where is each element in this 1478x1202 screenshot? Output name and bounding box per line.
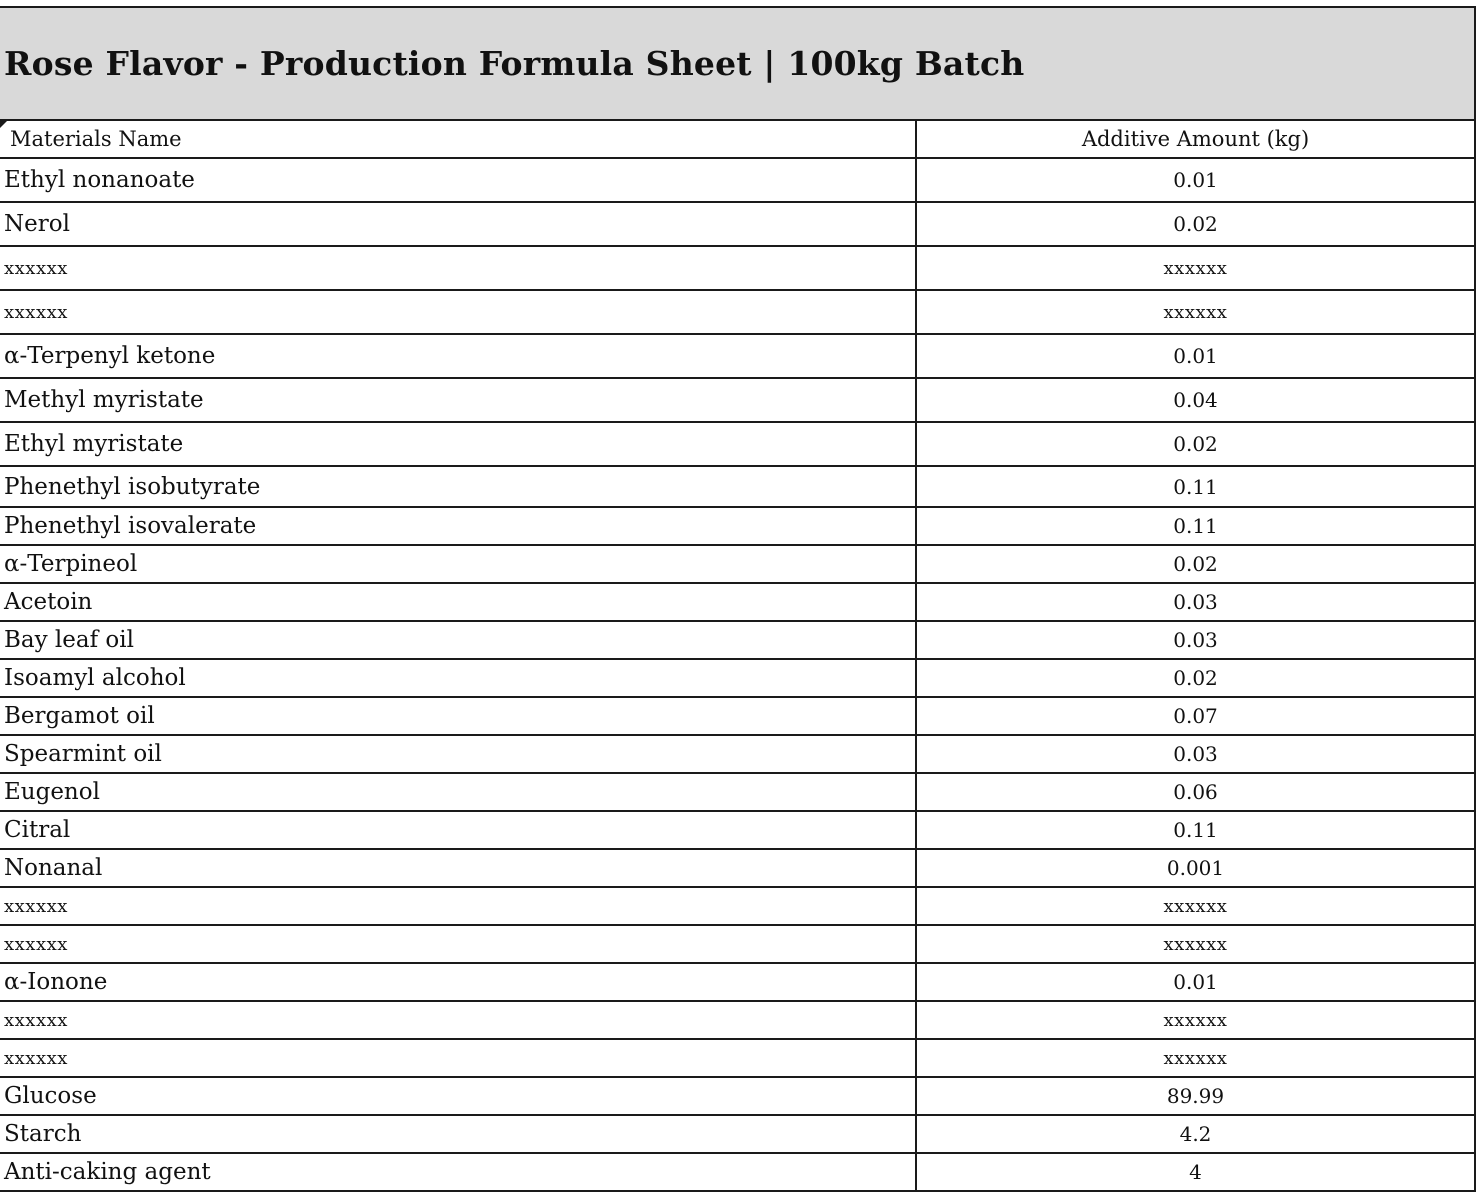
material-name-cell: Spearmint oil xyxy=(0,735,916,773)
table-row xyxy=(0,1001,1474,1039)
additive-amount-cell: 0.03 xyxy=(916,621,1474,659)
formula-sheet xyxy=(0,6,1476,1192)
material-name-cell: Phenethyl isovalerate xyxy=(0,507,916,545)
header-row xyxy=(0,121,1474,158)
material-name-cell: xxxxxx xyxy=(0,290,916,334)
table-row xyxy=(0,1039,1474,1077)
table-row xyxy=(0,158,1474,202)
additive-amount-cell: 0.01 xyxy=(916,158,1474,202)
additive-amount-cell: 0.01 xyxy=(916,963,1474,1001)
material-name-cell: xxxxxx xyxy=(0,925,916,963)
cell-corner-marker xyxy=(0,121,7,128)
additive-amount-cell: 89.99 xyxy=(916,1077,1474,1115)
material-name-cell: xxxxxx xyxy=(0,1001,916,1039)
material-name-cell: Glucose xyxy=(0,1077,916,1115)
table-row xyxy=(0,545,1474,583)
additive-amount-cell: xxxxxx xyxy=(916,1001,1474,1039)
material-name-cell: Anti-caking agent xyxy=(0,1153,916,1191)
additive-amount-cell: 0.07 xyxy=(916,697,1474,735)
table-row xyxy=(0,1153,1474,1191)
table-row xyxy=(0,202,1474,246)
table-row xyxy=(0,466,1474,507)
table-row xyxy=(0,811,1474,849)
material-name-cell: Ethyl myristate xyxy=(0,422,916,466)
table-row xyxy=(0,621,1474,659)
material-name-cell: Nonanal xyxy=(0,849,916,887)
additive-amount-cell: 0.02 xyxy=(916,422,1474,466)
material-name-cell: xxxxxx xyxy=(0,246,916,290)
additive-amount-cell: 0.03 xyxy=(916,583,1474,621)
material-name-cell: Isoamyl alcohol xyxy=(0,659,916,697)
material-name-cell: Phenethyl isobutyrate xyxy=(0,466,916,507)
material-name-cell: Bergamot oil xyxy=(0,697,916,735)
material-name-cell: Bay leaf oil xyxy=(0,621,916,659)
formula-table xyxy=(0,121,1474,1192)
table-row xyxy=(0,1115,1474,1153)
additive-amount-cell: 0.02 xyxy=(916,659,1474,697)
table-row xyxy=(0,422,1474,466)
additive-amount-cell: 0.11 xyxy=(916,507,1474,545)
additive-amount-cell: 0.11 xyxy=(916,466,1474,507)
material-name-cell: Methyl myristate xyxy=(0,378,916,422)
table-row xyxy=(0,925,1474,963)
column-header-additive-amount: Additive Amount (kg) xyxy=(916,121,1474,158)
material-name-cell: xxxxxx xyxy=(0,1039,916,1077)
table-row xyxy=(0,773,1474,811)
material-name-cell: α-Ionone xyxy=(0,963,916,1001)
table-body xyxy=(0,158,1474,1191)
additive-amount-cell: 4.2 xyxy=(916,1115,1474,1153)
table-row xyxy=(0,246,1474,290)
material-name-cell: Nerol xyxy=(0,202,916,246)
additive-amount-cell: xxxxxx xyxy=(916,1039,1474,1077)
material-name-cell: Ethyl nonanoate xyxy=(0,158,916,202)
title-bar xyxy=(0,8,1474,121)
material-name-cell: Acetoin xyxy=(0,583,916,621)
material-name-cell: Eugenol xyxy=(0,773,916,811)
additive-amount-cell: 0.06 xyxy=(916,773,1474,811)
table-row xyxy=(0,290,1474,334)
table-row xyxy=(0,378,1474,422)
additive-amount-cell: xxxxxx xyxy=(916,246,1474,290)
material-name-cell: α-Terpenyl ketone xyxy=(0,334,916,378)
additive-amount-cell: 0.02 xyxy=(916,545,1474,583)
additive-amount-cell: 0.04 xyxy=(916,378,1474,422)
additive-amount-cell: xxxxxx xyxy=(916,290,1474,334)
table-row xyxy=(0,849,1474,887)
table-row xyxy=(0,963,1474,1001)
table-row xyxy=(0,735,1474,773)
column-header-materials-name: Materials Name xyxy=(0,121,916,158)
material-name-cell: xxxxxx xyxy=(0,887,916,925)
sheet-title: Rose Flavor - Production Formula Sheet | 100kg Batch xyxy=(4,44,1025,83)
additive-amount-cell: 0.01 xyxy=(916,334,1474,378)
additive-amount-cell: 0.001 xyxy=(916,849,1474,887)
additive-amount-cell: 0.02 xyxy=(916,202,1474,246)
additive-amount-cell: 0.11 xyxy=(916,811,1474,849)
additive-amount-cell: 0.03 xyxy=(916,735,1474,773)
table-row xyxy=(0,507,1474,545)
additive-amount-cell: xxxxxx xyxy=(916,887,1474,925)
table-row xyxy=(0,583,1474,621)
table-row xyxy=(0,887,1474,925)
table-row xyxy=(0,1077,1474,1115)
table-row xyxy=(0,659,1474,697)
material-name-cell: α-Terpineol xyxy=(0,545,916,583)
additive-amount-cell: xxxxxx xyxy=(916,925,1474,963)
additive-amount-cell: 4 xyxy=(916,1153,1474,1191)
material-name-cell: Citral xyxy=(0,811,916,849)
table-row xyxy=(0,697,1474,735)
material-name-cell: Starch xyxy=(0,1115,916,1153)
table-row xyxy=(0,334,1474,378)
